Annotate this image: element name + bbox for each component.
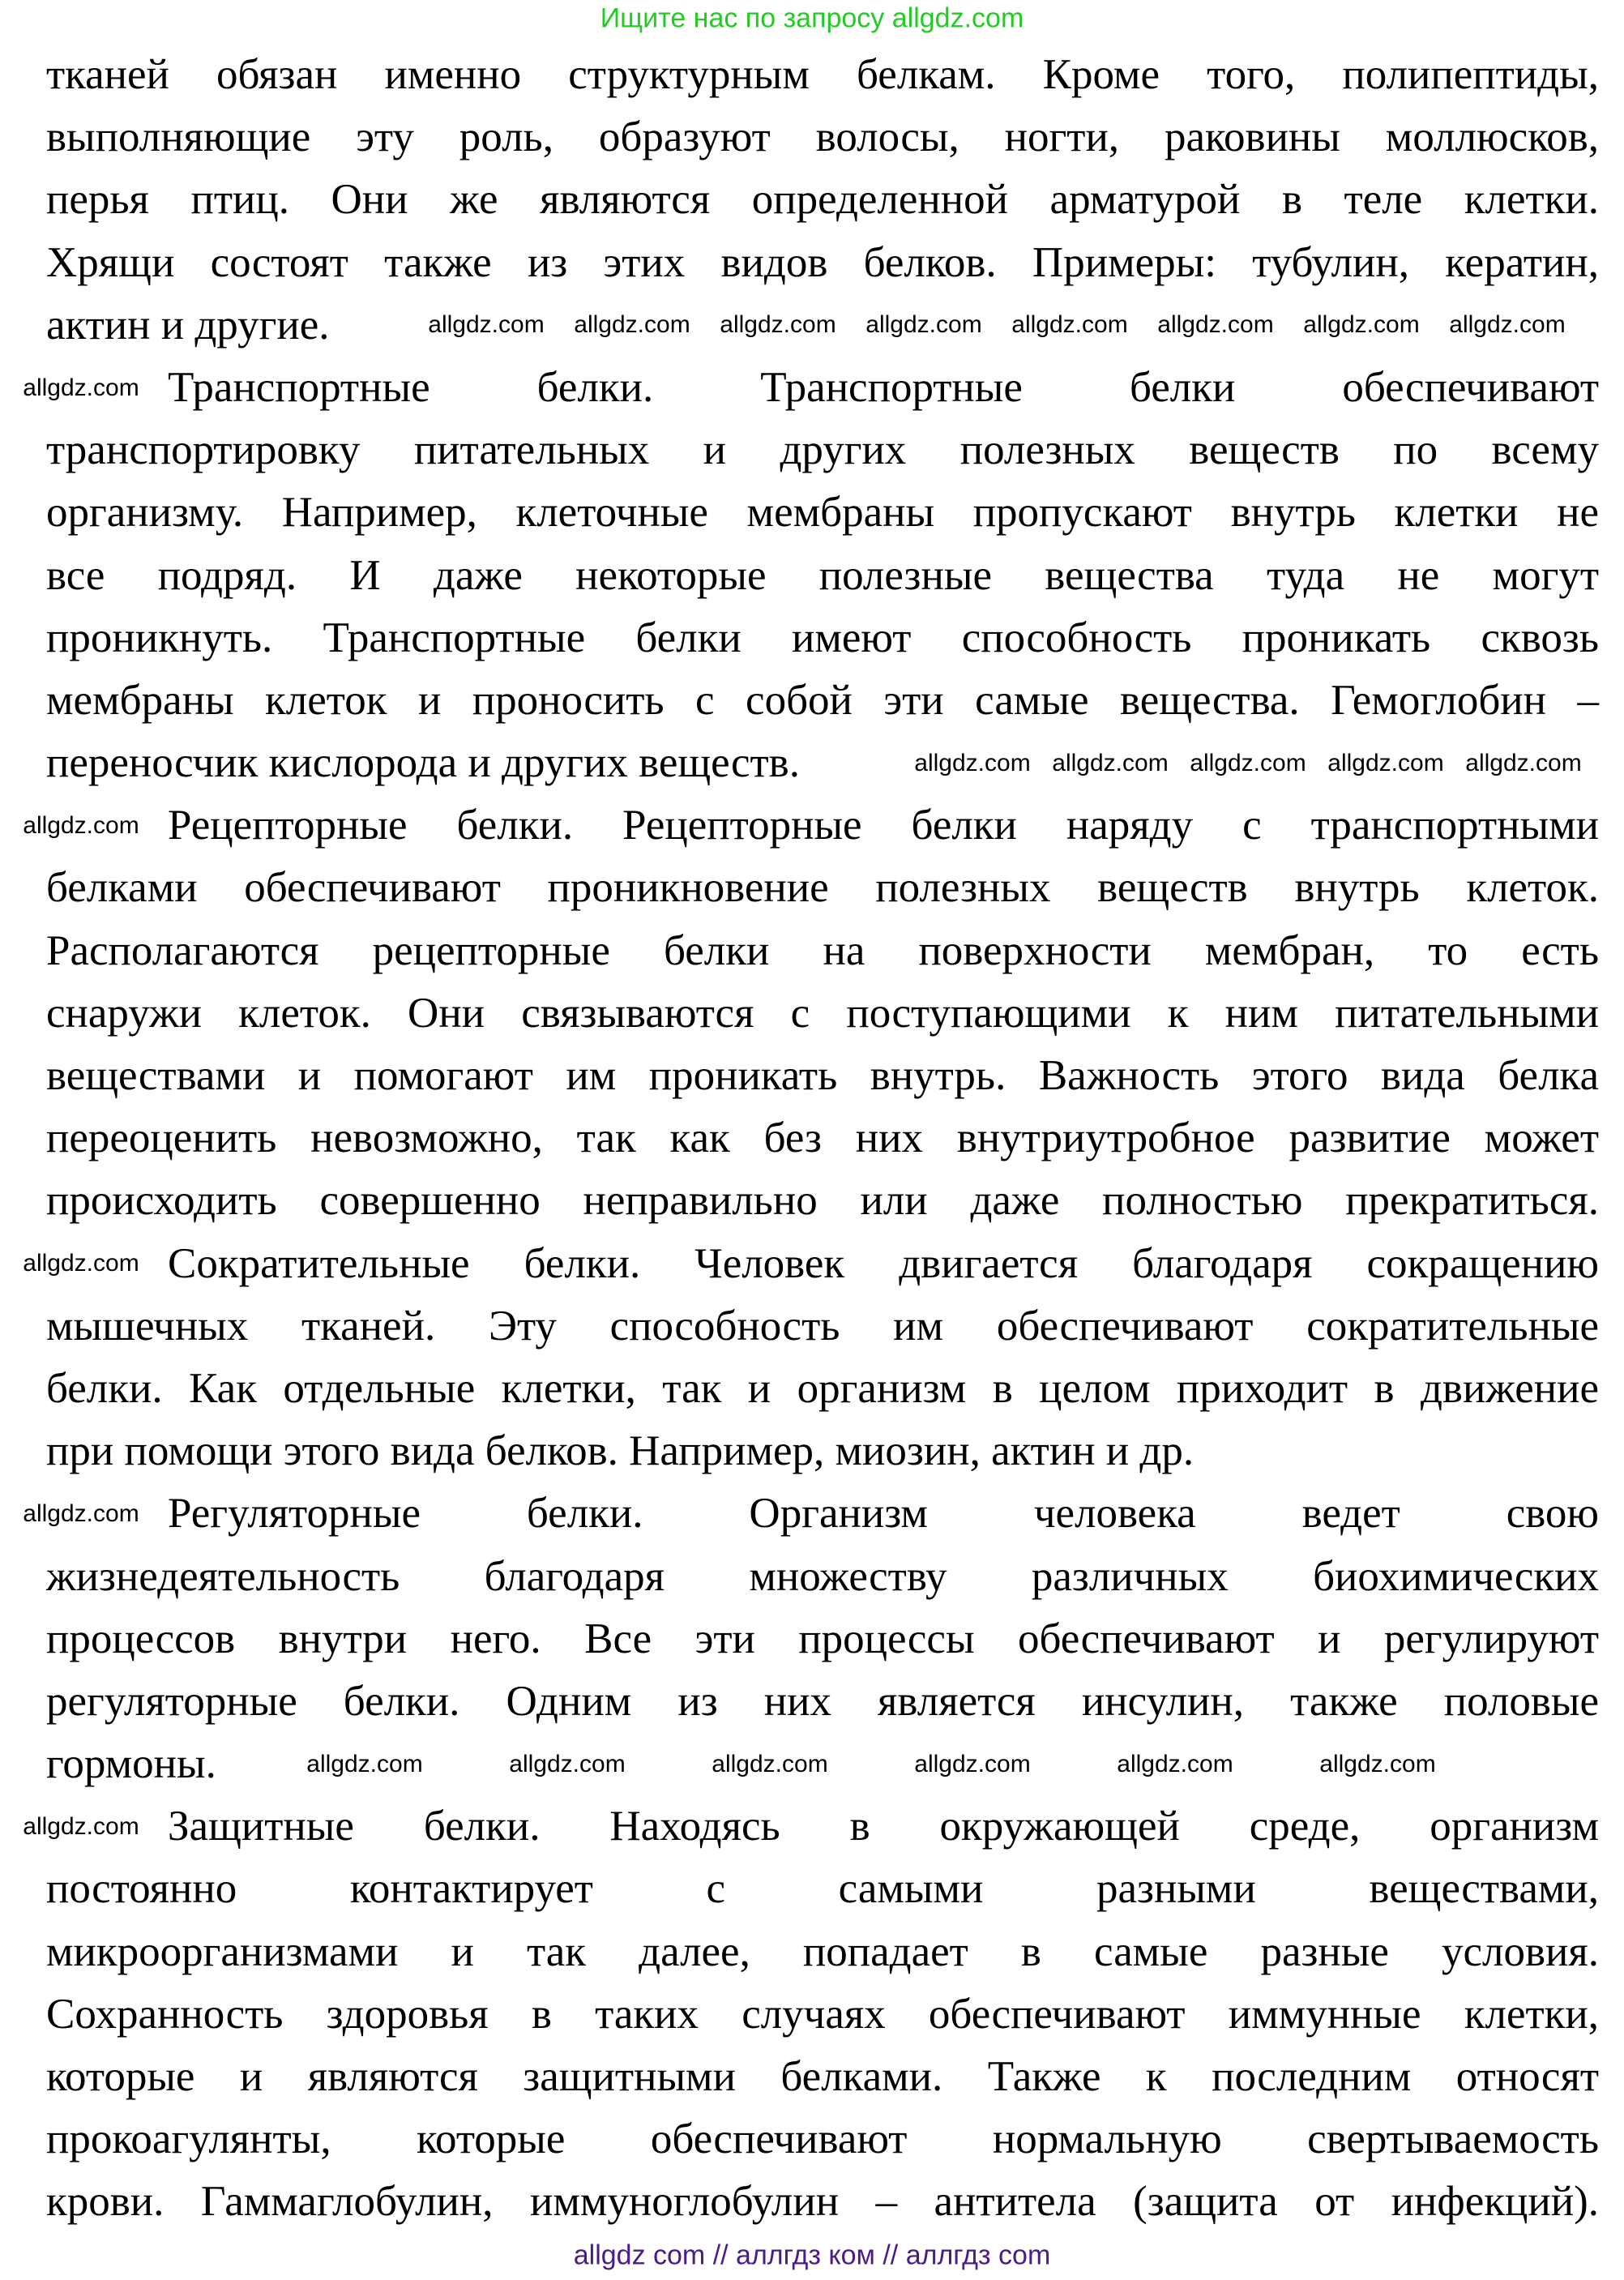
watermark-text: allgdz.com	[712, 1751, 828, 1777]
watermark-text: allgdz.com	[720, 311, 836, 339]
watermark-text: allgdz.com	[23, 1500, 139, 1528]
watermark-text: allgdz.com	[865, 311, 982, 339]
text-line: переоценить невозможно, так как без них внутриутробное развитие может	[46, 1114, 1599, 1162]
text-line: веществами и помогают им проникать внутрь. Важность этого вида белка	[46, 1052, 1599, 1099]
text-line: Хрящи состоят также из этих видов белков. Примеры: тубулин, кератин,	[46, 238, 1599, 286]
watermark-text: allgdz.com	[23, 812, 139, 839]
text-line: регуляторные белки. Одним из них является инсулин, также половые	[46, 1677, 1599, 1725]
text-line: белки. Как отдельные клетки, так и организм в целом приходит в движение	[46, 1364, 1599, 1412]
text-line: транспортировку питательных и других полезных веществ по всему	[46, 426, 1599, 474]
text-line: процессов внутри него. Все эти процессы обеспечивают и регулируют	[46, 1615, 1599, 1662]
text-line: организму. Например, клеточные мембраны пропускают внутрь клетки не	[46, 489, 1599, 537]
text-line: все подряд. И даже некоторые полезные вещества туда не могут	[46, 551, 1599, 599]
text-line: белками обеспечивают проникновение полезных веществ внутрь клеток.	[46, 864, 1599, 912]
watermark-text: allgdz.com	[1011, 311, 1128, 339]
text-line: Сохранность здоровья в таких случаях обеспечивают иммунные клетки,	[46, 1990, 1599, 2038]
watermark-text: allgdz.com	[1327, 749, 1444, 776]
watermark-text: allgdz.com	[23, 1250, 139, 1277]
watermark-text: allgdz.com	[1117, 1751, 1233, 1777]
watermark-text: allgdz.com	[23, 374, 139, 401]
text-line: крови. Гаммаглобулин, иммуноглобулин – антитела (защита от инфекций).	[46, 2178, 1599, 2226]
text-line: переносчик кислорода и других веществ.	[46, 739, 800, 787]
footer-links[interactable]: allgdz com // аллгдз ком // аллгдз com	[573, 2239, 1051, 2271]
watermark-text: allgdz.com	[509, 1751, 626, 1777]
text-line: снаружи клеток. Они связываются с поступающими к ним питательными	[46, 989, 1599, 1037]
watermark-text: allgdz.com	[428, 311, 545, 339]
watermark-text: allgdz.com	[914, 1751, 1031, 1777]
watermark-text: allgdz.com	[1465, 749, 1582, 776]
text-line: Защитные белки. Находясь в окружающей среде, организм	[168, 1803, 1599, 1850]
text-line: при помощи этого вида белков. Например, миозин, актин и др.	[46, 1427, 1194, 1475]
text-line: Располагаются рецепторные белки на поверхности мембран, то есть	[46, 926, 1599, 974]
text-line: Транспортные белки. Транспортные белки обеспечивают	[168, 363, 1599, 411]
document-body	[46, 44, 1599, 2234]
text-line: мышечных тканей. Эту способность им обеспечивают сократительные	[46, 1302, 1599, 1350]
text-line: Сократительные белки. Человек двигается благодаря сокращению	[168, 1239, 1599, 1287]
watermark-text: allgdz.com	[306, 1751, 423, 1777]
text-line: постоянно контактирует с самыми разными веществами,	[46, 1865, 1599, 1913]
text-line: актин и другие.	[46, 301, 330, 349]
watermark-text: allgdz.com	[1449, 311, 1566, 339]
text-line: жизнедеятельность благодаря множеству различных биохимических	[46, 1552, 1599, 1600]
text-line: проникнуть. Транспортные белки имеют способность проникать сквозь	[46, 614, 1599, 661]
text-line: мембраны клеток и проносить с собой эти самые вещества. Гемоглобин –	[46, 676, 1599, 724]
watermark-text: allgdz.com	[914, 749, 1031, 776]
text-line: перья птиц. Они же являются определенной арматурой в теле клетки.	[46, 176, 1599, 224]
watermark-text: allgdz.com	[1157, 311, 1274, 339]
text-line: микроорганизмами и так далее, попадает в самые разные условия.	[46, 1927, 1599, 1975]
text-line: Регуляторные белки. Организм человека ведет свою	[168, 1490, 1599, 1538]
text-line: выполняющие эту роль, образуют волосы, ногти, раковины моллюсков,	[46, 113, 1599, 161]
watermark-text: allgdz.com	[1319, 1751, 1436, 1777]
text-line: которые и являются защитными белками. Также к последним относят	[46, 2053, 1599, 2100]
text-line: прокоагулянты, которые обеспечивают нормальную свертываемость	[46, 2115, 1599, 2163]
text-line: происходить совершенно неправильно или даже полностью прекратиться.	[46, 1177, 1599, 1225]
watermark-text: allgdz.com	[1303, 311, 1420, 339]
watermark-text: allgdz.com	[574, 311, 690, 339]
site-banner: Ищите нас по запросу allgdz.com	[600, 2, 1024, 34]
watermark-text: allgdz.com	[23, 1813, 139, 1841]
watermark-text: allgdz.com	[1190, 749, 1306, 776]
text-line: Рецепторные белки. Рецепторные белки наряду с транспортными	[168, 802, 1599, 849]
text-line: гормоны.	[46, 1740, 216, 1788]
text-line: тканей обязан именно структурным белкам. Кроме того, полипептиды,	[46, 51, 1599, 98]
watermark-text: allgdz.com	[1052, 749, 1169, 776]
